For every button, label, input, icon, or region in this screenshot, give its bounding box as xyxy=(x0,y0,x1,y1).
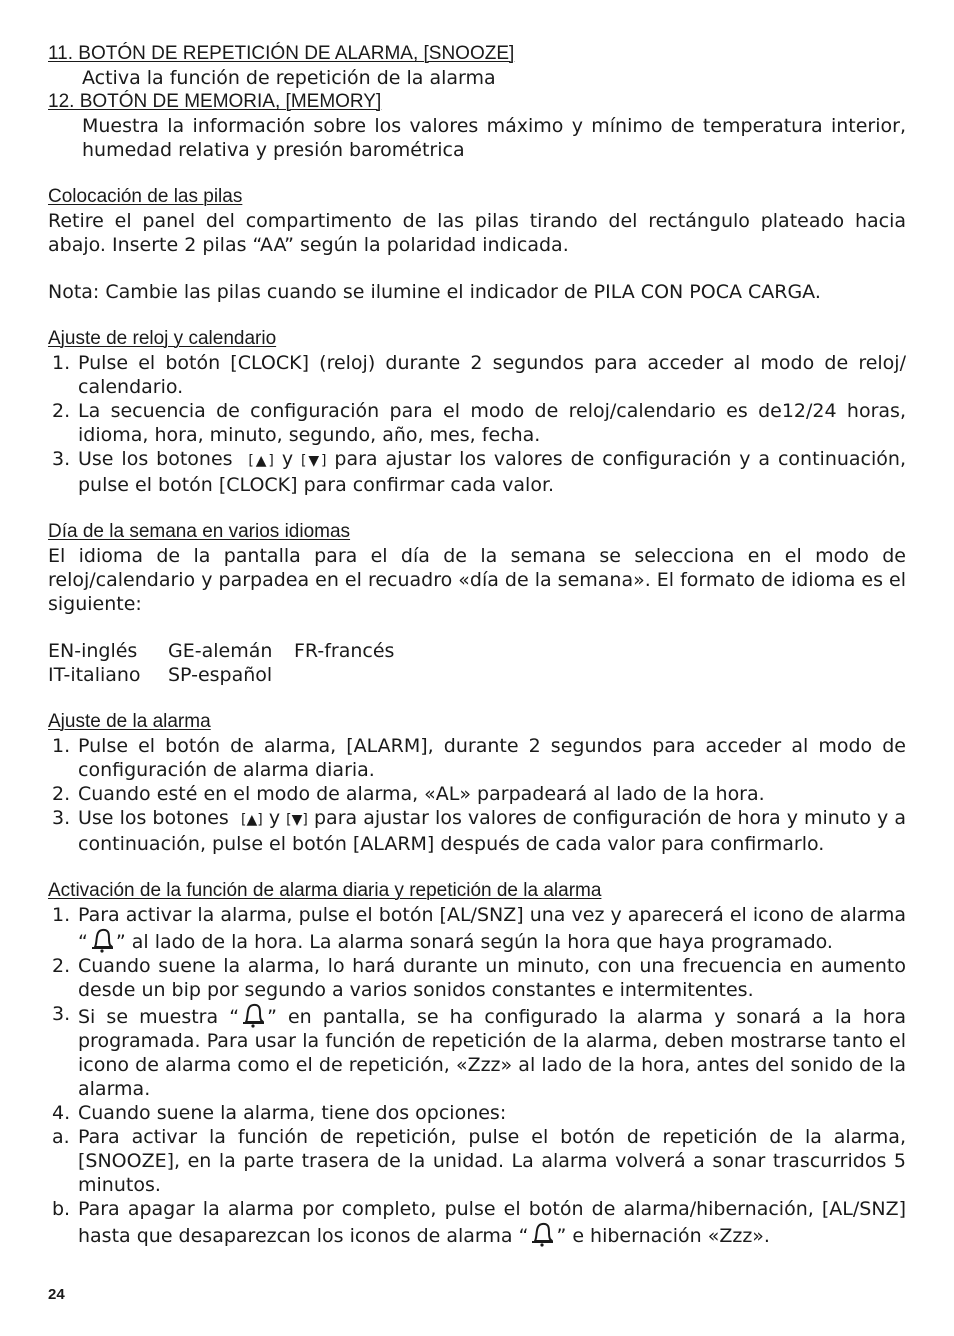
heading-memory: 12. BOTÓN DE MEMORIA, [MEMORY] xyxy=(48,91,382,112)
list-item xyxy=(48,399,906,447)
down-arrow-icon: [▼] xyxy=(301,453,327,469)
snooze-description: Activa la función de repetición de la alarma xyxy=(82,67,496,89)
list-text xyxy=(78,1197,906,1248)
list-letter: a. xyxy=(52,1126,70,1148)
list-number: 3. xyxy=(52,448,71,470)
list-text-part: Para activar la alarma, pulse el botón [AL/SNZ] una vez y aparecerá el icono de alarma “ xyxy=(78,904,906,953)
list-number: 3. xyxy=(52,807,71,829)
list-number: 1. xyxy=(52,352,71,374)
list-text xyxy=(78,1002,906,1101)
list-text-part: para ajustar los valores de configuración y a continuación, pulse el botón [CLOCK] para confirmar cada valor. xyxy=(78,448,906,496)
list-number: 2. xyxy=(52,783,71,805)
up-arrow-icon: [▲] xyxy=(248,453,274,469)
weekday-languages-text: El idioma de la pantalla para el día de la semana se selecciona en el modo de reloj/calendario y parpadea en el recuadro «día de la semana». El formato de idioma es el siguiente: xyxy=(48,545,906,615)
list-text-part: Use los botones xyxy=(78,807,229,829)
list-item xyxy=(48,1002,906,1101)
list-text-part: ” al lado de la hora. La alarma sonará según la hora que haya programado. xyxy=(115,931,833,953)
list-text: Cuando esté en el modo de alarma, «AL» parpadeará al lado de la hora. xyxy=(78,783,765,805)
list-item xyxy=(48,1197,906,1248)
list-number: 2. xyxy=(52,400,71,422)
list-text-part: para ajustar los valores de configuración de hora y minuto y a continuación, pulse el botón [ALARM] después de cada valor para confirmarlo. xyxy=(78,807,906,855)
language-item: GE-alemán xyxy=(168,640,273,662)
list-number: 1. xyxy=(52,735,71,757)
page-number: 24 xyxy=(48,1286,65,1303)
memory-description: Muestra la información sobre los valores máximo y mínimo de temperatura interior, humedad relativa y presión barométrica xyxy=(82,115,906,161)
list-item xyxy=(48,903,906,954)
heading-clock: Ajuste de reloj y calendario xyxy=(48,328,277,349)
list-item xyxy=(48,351,906,399)
list-text-part: ” en pantalla, se ha configurado la alarma y sonará a la hora programada. Para usar la función de repetición de la alarma, deben mostrarse tanto el icono de alarma como el de repetición, «Zzz» al lado de la hora, antes del sonido de la alarma. xyxy=(78,1006,906,1100)
language-item: SP-español xyxy=(168,664,273,686)
list-number: 1. xyxy=(52,904,71,926)
list-item xyxy=(48,954,906,1002)
list-text: Pulse el botón de alarma, [ALARM], durante 2 segundos para acceder al modo de configuración de alarma diaria. xyxy=(78,735,906,781)
list-item xyxy=(48,782,906,806)
list-text: La secuencia de configuración para el modo de reloj/calendario es de12/24 horas, idioma, hora, minuto, segundo, año, mes, fecha. xyxy=(78,400,906,446)
list-text-part: Para apagar la alarma por completo, pulse el botón de alarma/hibernación, [AL/SNZ] hasta que desaparezcan los iconos de alarma “ xyxy=(78,1198,906,1247)
list-text: Pulse el botón [CLOCK] (reloj) durante 2 segundos para acceder al modo de reloj/ calendario. xyxy=(78,352,906,398)
list-text xyxy=(78,447,906,497)
language-item: IT-italiano xyxy=(48,664,141,686)
bell-icon xyxy=(88,927,116,953)
heading-alarm-activation: Activación de la función de alarma diaria y repetición de la alarma xyxy=(48,880,602,901)
list-text xyxy=(78,903,906,954)
heading-snooze: 11. BOTÓN DE REPETICIÓN DE ALARMA, [SNOOZE] xyxy=(48,43,515,64)
list-number: 2. xyxy=(52,955,71,977)
list-item xyxy=(48,806,906,856)
language-table xyxy=(48,639,906,687)
list-item xyxy=(48,1101,906,1125)
down-arrow-icon: [▼] xyxy=(286,812,308,828)
list-text-part: y xyxy=(281,448,294,470)
heading-weekday-languages: Día de la semana en varios idiomas xyxy=(48,521,351,542)
language-item: EN-inglés xyxy=(48,640,138,662)
batteries-text: Retire el panel del compartimento de las pilas tirando del rectángulo plateado hacia abajo. Inserte 2 pilas “AA” según la polaridad indicada. xyxy=(48,210,906,256)
batteries-note: Nota: Cambie las pilas cuando se ilumine el indicador de PILA CON POCA CARGA. xyxy=(48,281,821,303)
page-content xyxy=(48,42,906,1248)
list-number: 4. xyxy=(52,1102,71,1124)
heading-alarm-setting: Ajuste de la alarma xyxy=(48,711,211,732)
list-text xyxy=(78,806,906,856)
list-text: Cuando suene la alarma, tiene dos opciones: xyxy=(78,1102,507,1124)
bell-icon xyxy=(239,1002,267,1028)
language-item: FR-francés xyxy=(294,640,395,662)
list-letter: b. xyxy=(52,1198,71,1220)
list-item xyxy=(48,734,906,782)
list-text-part: Use los botones xyxy=(78,448,233,470)
list-number: 3. xyxy=(52,1003,71,1025)
list-text: Cuando suene la alarma, lo hará durante un minuto, con una frecuencia en aumento desde un bip por segundo a varios sonidos constantes e intermitentes. xyxy=(78,955,906,1001)
list-text-part: y xyxy=(268,807,281,829)
list-text-part: ” e hibernación «Zzz». xyxy=(556,1225,770,1247)
list-text: Para activar la función de repetición, pulse el botón de repetición de la alarma, [SNOOZE], en la parte trasera de la unidad. La alarma volverá a sonar trascurridos 5 minutos. xyxy=(78,1126,906,1196)
list-item xyxy=(48,447,906,497)
bell-icon xyxy=(528,1221,556,1247)
heading-batteries: Colocación de las pilas xyxy=(48,186,243,207)
up-arrow-icon: [▲] xyxy=(240,812,263,828)
list-item xyxy=(48,1125,906,1197)
list-text-part: Si se muestra “ xyxy=(78,1006,240,1028)
